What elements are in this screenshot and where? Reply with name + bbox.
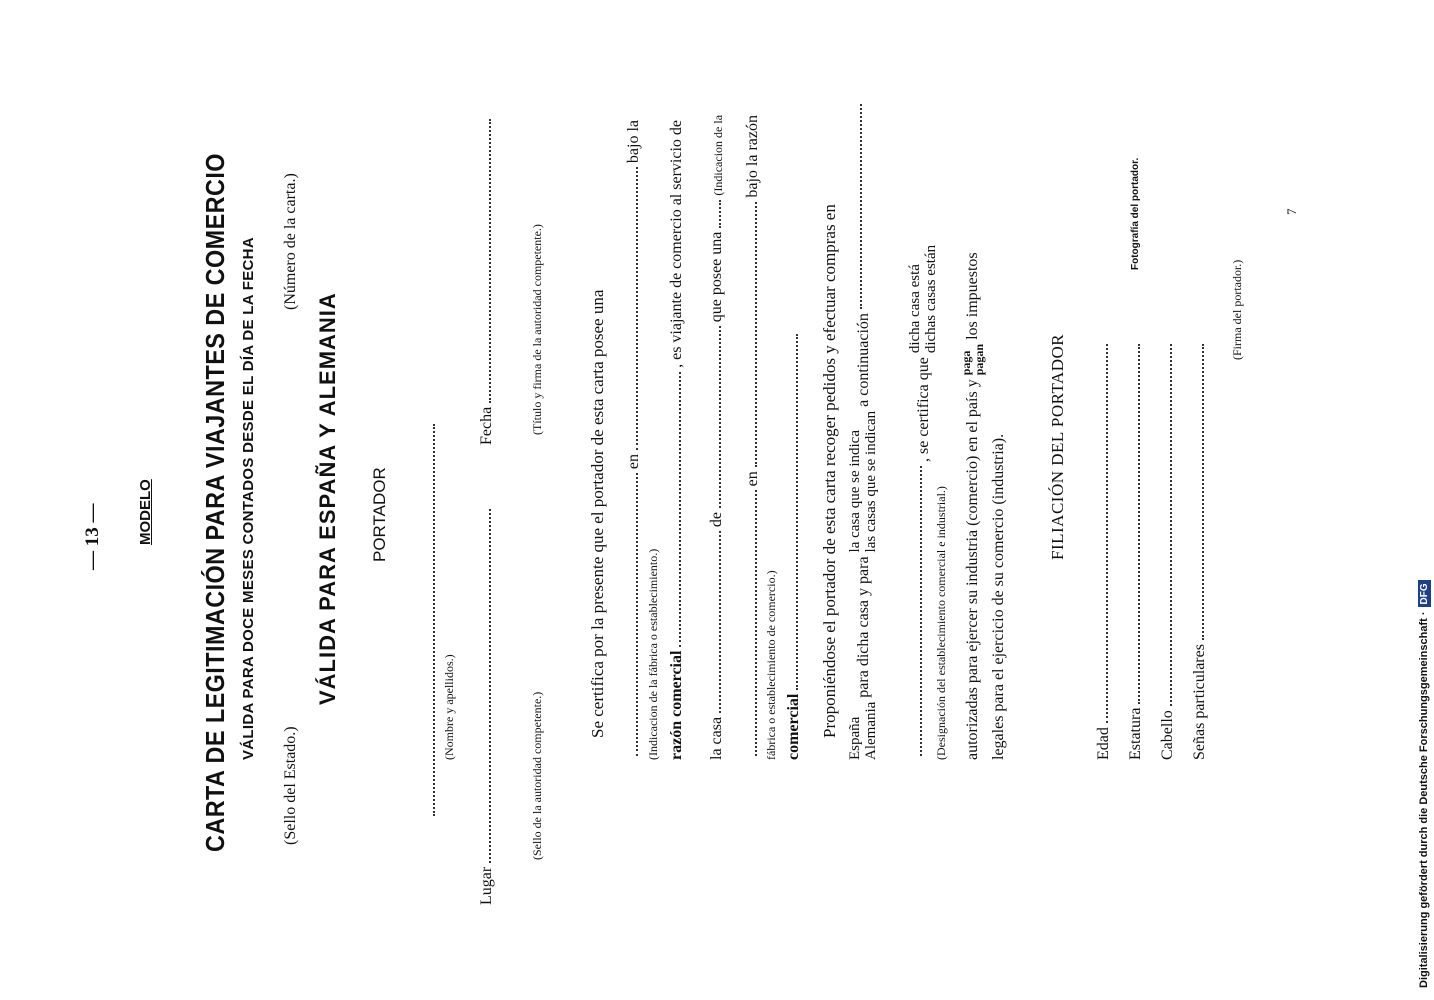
- casa-plural-option: las casas que se indican: [862, 410, 879, 553]
- paga-options: [960, 344, 985, 375]
- certifica-que-label: , se certifica que: [914, 357, 932, 462]
- estatura-label: Estatura: [1127, 707, 1144, 760]
- posee-label: que posee una: [708, 231, 725, 323]
- edad-label: Edad: [1095, 727, 1112, 760]
- continuacion-label: a continuación: [854, 313, 872, 407]
- portador-heading: PORTADOR: [370, 467, 389, 562]
- lugar-label: Lugar: [478, 866, 495, 905]
- funding-credit: [1418, 580, 1431, 988]
- valida-heading: VÁLIDA PARA ESPAÑA Y ALEMANIA: [315, 292, 340, 705]
- note-fabrica: (Indicacion de la fábrica o establecimiento.): [646, 548, 660, 760]
- legales-line: legales para el ejercicio de su comercio (industria).: [990, 433, 1007, 760]
- lugar-line: [478, 505, 496, 905]
- viajante-label: , es viajante de comercio al servicio de: [668, 120, 685, 368]
- numero-carta-label: (Número de la carta.): [282, 173, 299, 310]
- document-subtitle: VÁLIDA PARA DOCE MESES CONTADOS DESDE EL DÍA DE LA FECHA: [240, 237, 257, 760]
- nombre-label: (Nombre y apellidos.): [442, 654, 456, 760]
- certifica-line: Se certifica por la presente que el portador de esta carta posee una: [588, 289, 607, 738]
- comercial-label: comercial: [785, 693, 802, 760]
- razon-line: [668, 120, 686, 760]
- dfg-logo: DFG: [1418, 580, 1431, 607]
- senas-line: [1191, 340, 1209, 760]
- firma-label: (Firma del portador.): [1230, 259, 1244, 360]
- paga-plural-option: pagan: [971, 343, 986, 376]
- casa-label: la casa: [708, 716, 725, 760]
- fecha-label: Fecha: [478, 406, 495, 445]
- fecha-line: [478, 115, 496, 445]
- sello-autoridad-label: (Sello de la autoridad competente.): [530, 691, 544, 860]
- mark-seven: 7: [1284, 208, 1299, 215]
- modelo-label: MODELO: [137, 479, 154, 545]
- pais-options: [848, 702, 880, 760]
- note-establecimiento: fábrica o establecimiento de comercio.): [764, 570, 778, 760]
- en-razon-line: [744, 115, 762, 760]
- edad-line: [1095, 340, 1113, 760]
- casa-singular-option: la casa que se indica: [847, 429, 863, 553]
- nombre-line: [420, 420, 440, 820]
- note-designacion: (Designación del establecimiento comercial e industrial.): [934, 486, 948, 760]
- espana-option: España: [847, 716, 863, 760]
- proponiendose-line: Proponiéndose el portador de esta carta recoger pedidos y efectuar compras en: [820, 204, 839, 738]
- note-indicacion: (Indicacion de la: [711, 114, 725, 196]
- cabello-line: [1159, 340, 1177, 760]
- casa-options: [848, 411, 880, 553]
- en2-label: en: [744, 471, 761, 487]
- pais-line: [848, 100, 880, 760]
- dicha-plural-option: dichas casas están: [922, 244, 939, 354]
- comercial-line: [785, 330, 803, 760]
- bajo-label: bajo la: [625, 119, 642, 164]
- foto-label: Fotografía del portador.: [1130, 157, 1141, 270]
- alemania-option: Alemania: [862, 701, 879, 760]
- dicha-singular-option: dicha casa está: [907, 264, 923, 354]
- document-title: CARTA DE LEGITIMACIÓN PARA VIAJANTES DE COMERCIO: [200, 153, 230, 852]
- de-label: de: [708, 512, 725, 528]
- titulo-firma-label: (Título y firma de la autoridad competente.): [530, 224, 544, 435]
- sello-estado-label: (Sello del Estado.): [282, 726, 299, 845]
- razon-label: razón comercial: [668, 650, 685, 760]
- impuestos-label: los impuestos: [963, 252, 981, 340]
- funding-text: Digitalisierung gefördert durch die Deutsche Forschungsgemeinschaft ·: [1418, 611, 1430, 988]
- estatura-line: [1127, 340, 1145, 760]
- autorizadas-label: autorizadas para ejercer su industria (comercio) en el país y: [963, 379, 981, 760]
- paga-singular-option: paga: [959, 350, 973, 376]
- casa-line: [708, 115, 726, 760]
- cabello-label: Cabello: [1159, 710, 1176, 760]
- senas-label: Señas particulares: [1191, 644, 1208, 760]
- para-label: para dicha casa y para: [854, 556, 872, 698]
- en-label: en: [625, 453, 642, 470]
- en-bajo-line: [625, 120, 643, 760]
- filiacion-heading: FILIACIÓN DEL PORTADOR: [1048, 333, 1067, 560]
- dicha-options: [908, 245, 940, 353]
- autorizadas-line: [960, 60, 985, 760]
- bajo-razon-label: bajo la razón: [744, 114, 761, 198]
- page-number: — 13 —: [82, 503, 103, 570]
